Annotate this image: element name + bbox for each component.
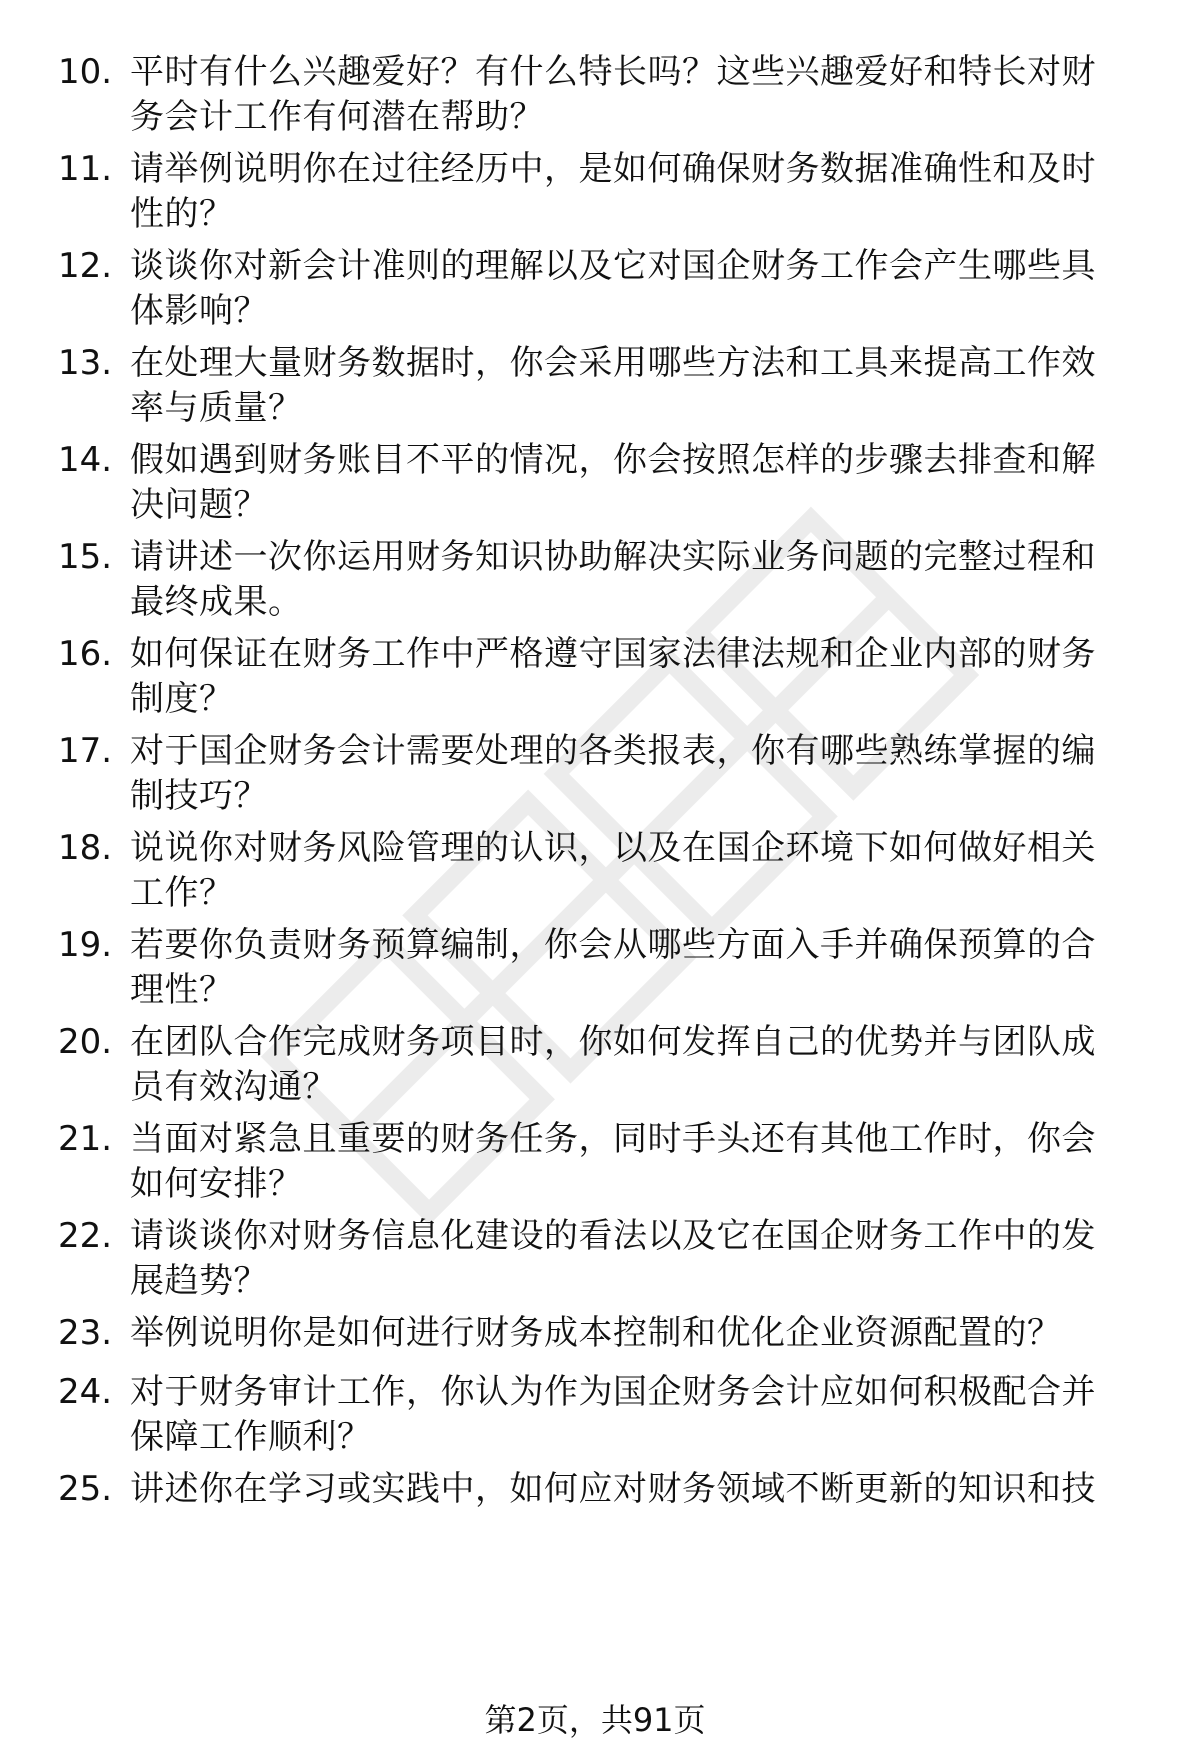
- question-text-line: 员有效沟通？: [130, 1067, 337, 1107]
- question-number: 21.: [58, 1119, 113, 1159]
- question-text: [130, 535, 1150, 625]
- question-text-line: 对于国企财务会计需要处理的各类报表，你有哪些熟练掌握的编: [130, 731, 1096, 771]
- question-text-line: 保障工作顺利？: [130, 1417, 372, 1457]
- question-text: [130, 1370, 1150, 1460]
- question-text: [130, 1311, 1150, 1356]
- question-text-line: 请谈谈你对财务信息化建设的看法以及它在国企财务工作中的发: [130, 1216, 1096, 1256]
- question-text: [130, 341, 1150, 431]
- question-text-line: 体影响？: [130, 291, 268, 331]
- question-text-line: 请举例说明你在过往经历中，是如何确保财务数据准确性和及时: [130, 149, 1096, 189]
- question-text-line: 最终成果。: [130, 582, 303, 622]
- question-text-line: 讲述你在学习或实践中，如何应对财务领域不断更新的知识和技: [130, 1469, 1096, 1509]
- question-text-line: 率与质量？: [130, 388, 303, 428]
- question-text-line: 举例说明你是如何进行财务成本控制和优化企业资源配置的？: [130, 1313, 1062, 1353]
- question-text: [130, 1020, 1150, 1110]
- question-text-line: 在处理大量财务数据时，你会采用哪些方法和工具来提高工作效: [130, 343, 1096, 383]
- question-number: 11.: [58, 149, 113, 189]
- question-number: 20.: [58, 1022, 113, 1062]
- question-text-line: 平时有什么兴趣爱好？有什么特长吗？这些兴趣爱好和特长对财: [130, 52, 1096, 92]
- question-number: 15.: [58, 537, 113, 577]
- question-text: [130, 50, 1150, 140]
- question-text: [130, 1117, 1150, 1207]
- question-number: 25.: [58, 1469, 113, 1509]
- question-text-line: 说说你对财务风险管理的认识，以及在国企环境下如何做好相关: [130, 828, 1096, 868]
- question-text-line: 如何安排？: [130, 1164, 303, 1204]
- question-text-line: 如何保证在财务工作中严格遵守国家法律法规和企业内部的财务: [130, 634, 1096, 674]
- question-text-line: 制技巧？: [130, 776, 268, 816]
- question-number: 12.: [58, 246, 113, 286]
- question-text-line: 理性？: [130, 970, 234, 1010]
- question-text-line: 谈谈你对新会计准则的理解以及它对国企财务工作会产生哪些具: [130, 246, 1096, 286]
- question-text-line: 当面对紧急且重要的财务任务，同时手头还有其他工作时，你会: [130, 1119, 1096, 1159]
- question-number: 14.: [58, 440, 113, 480]
- question-text: [130, 923, 1150, 1013]
- question-number: 24.: [58, 1372, 113, 1412]
- question-text-line: 工作？: [130, 873, 234, 913]
- question-number: 22.: [58, 1216, 113, 1256]
- question-text: [130, 632, 1150, 722]
- question-text-line: 假如遇到财务账目不平的情况，你会按照怎样的步骤去排查和解: [130, 440, 1096, 480]
- question-text: [130, 826, 1150, 916]
- question-number: 10.: [58, 52, 113, 92]
- question-text: [130, 1467, 1150, 1512]
- question-number: 19.: [58, 925, 113, 965]
- question-number: 17.: [58, 731, 113, 771]
- question-number: 16.: [58, 634, 113, 674]
- question-text: [130, 147, 1150, 237]
- question-text: [130, 1214, 1150, 1304]
- question-text-line: 若要你负责财务预算编制，你会从哪些方面入手并确保预算的合: [130, 925, 1096, 965]
- question-text: [130, 438, 1150, 528]
- question-text-line: 展趋势？: [130, 1261, 268, 1301]
- question-text-line: 性的？: [130, 194, 234, 234]
- question-number: 18.: [58, 828, 113, 868]
- question-text-line: 在团队合作完成财务项目时，你如何发挥自己的优势并与团队成: [130, 1022, 1096, 1062]
- question-text-line: 对于财务审计工作，你认为作为国企财务会计应如何积极配合并: [130, 1372, 1096, 1412]
- question-number: 13.: [58, 343, 113, 383]
- question-text-line: 制度？: [130, 679, 234, 719]
- question-number: 23.: [58, 1313, 113, 1353]
- question-text-line: 决问题？: [130, 485, 268, 525]
- page-footer: 第2页，共91页: [484, 1701, 706, 1739]
- question-text: [130, 729, 1150, 819]
- question-text: [130, 244, 1150, 334]
- question-text-line: 请讲述一次你运用财务知识协助解决实际业务问题的完整过程和: [130, 537, 1096, 577]
- question-text-line: 务会计工作有何潜在帮助？: [130, 97, 544, 137]
